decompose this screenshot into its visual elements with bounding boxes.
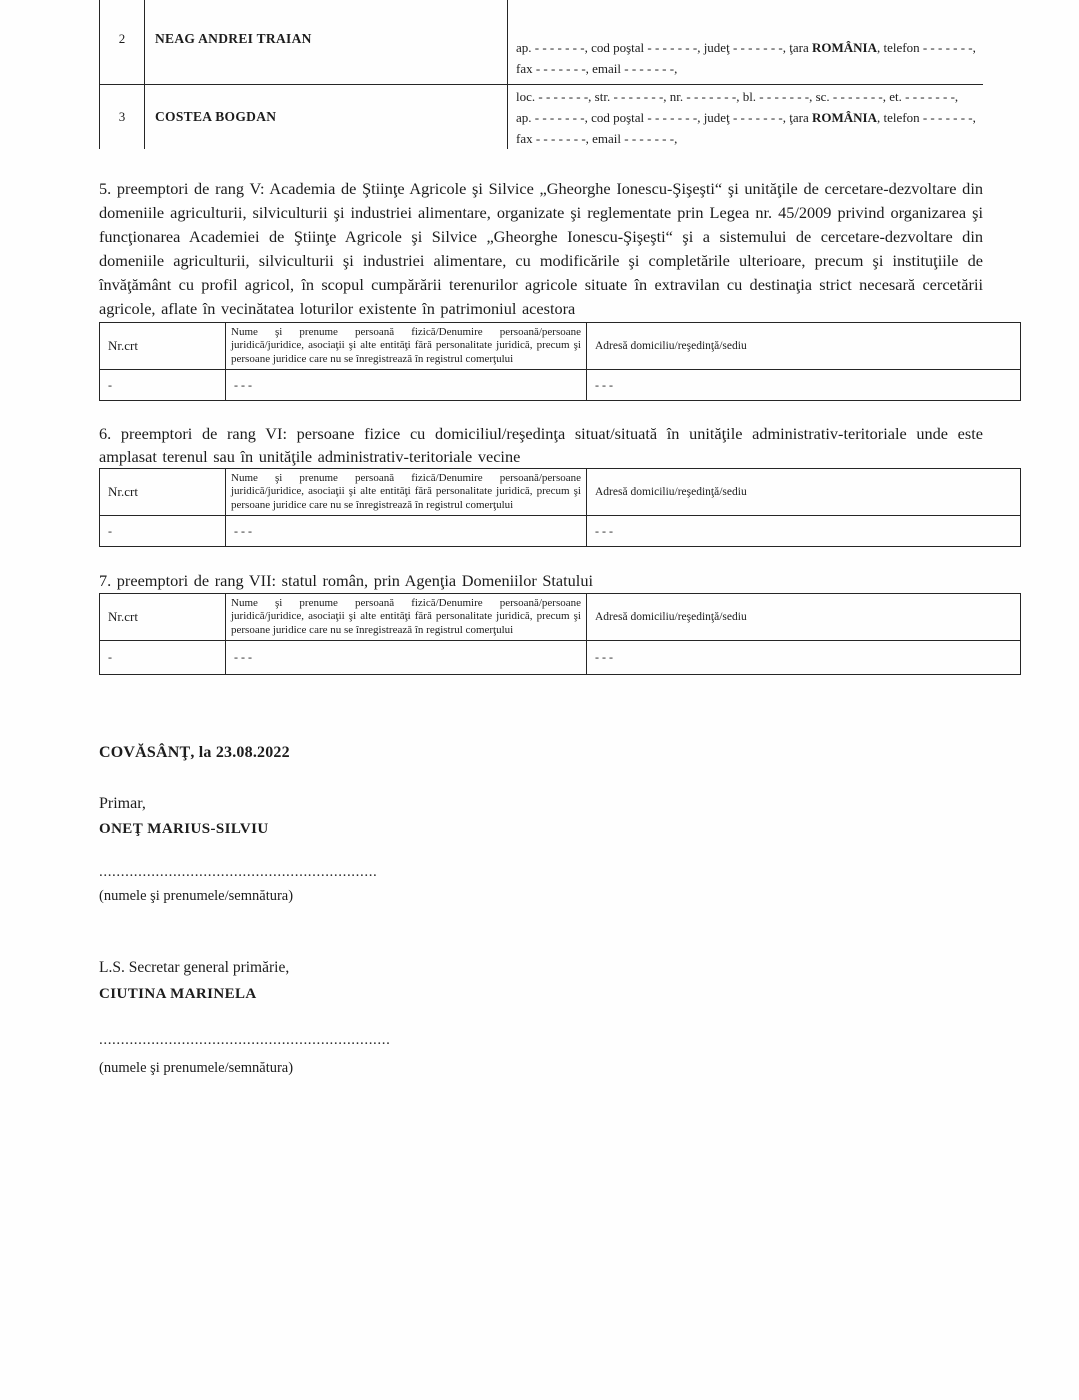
preemptors-rank-vi-table — [99, 468, 1021, 547]
address-line: fax - - - - - - -, email - - - - - - -, — [516, 130, 678, 146]
table-row — [100, 85, 984, 150]
empty-nr-cell: - — [100, 516, 226, 547]
empty-name-cell: - - - — [226, 641, 587, 675]
table-row — [100, 0, 984, 85]
address-text: ap. - - - - - - -, cod poştal - - - - - - -, judeţ - - - - - - -, ţara — [516, 40, 812, 55]
row-number-cell: 3 — [100, 85, 145, 150]
empty-name-cell: - - - — [226, 516, 587, 547]
col-header-nr: Nr.crt — [100, 594, 226, 641]
empty-address-cell: - - - — [587, 516, 1021, 547]
address-text: , telefon - - - - - - -, — [876, 40, 976, 55]
address-line — [516, 107, 983, 128]
empty-address-cell: - - - — [587, 641, 1021, 675]
preemptors-rank-vii-table — [99, 593, 1021, 675]
place-and-date: COVĂSÂNŢ, la 23.08.2022 — [99, 744, 290, 761]
address-text: ap. - - - - - - -, cod poştal - - - - - - -, judeţ - - - - - - -, ţara — [516, 109, 812, 125]
col-header-nr: Nr.crt — [100, 323, 226, 370]
paragraph-rank-v: 5. preemptori de rang V: Academia de Ştiinţe Agricole şi Silvice „Gheorghe Ionescu-Şişeşti“ şi unităţile de cercetare-dezvoltare din domeniile agriculturii, silviculturii şi industriei alimentare, organizate şi reglementate prin Legea nr. 45/2009 privind organizarea şi funcţionarea Academiei de Ştiinţe Agricole şi Silvice „Gheorghe Ionescu-Şişeşti“ şi a sistemului de cercetare-dezvoltare din domeniile agriculturii, silviculturii şi industriei alimentare, cu modificările şi completările ulterioare, precum şi instituţiile de învăţământ cu profil agricol, în scopul cumpărării terenurilor agricole situate în extravilan cu destinaţia strict necesară cercetării agricole, aflate în vecinătatea loturilor existente în patrimoniul acestora — [99, 179, 983, 318]
address-cell — [508, 0, 984, 85]
signature-note: (numele şi prenumele/semnătura) — [99, 1060, 294, 1076]
person-name-cell: COSTEA BOGDAN — [145, 85, 508, 150]
col-header-address: Adresă domiciliu/reşedinţă/sediu — [587, 323, 1021, 370]
signature-dotted-line: ................................................................ — [99, 864, 378, 880]
address-text: , telefon - - - - - - -, — [876, 109, 976, 125]
col-header-name: Nume şi prenume persoană fizică/Denumire persoană/persoane juridică/juridice, asociaţii şi alte entităţi fără personalitate juridică, precum şi persoane juridice care nu se înregistrează în registrul comerţului — [226, 323, 587, 370]
empty-nr-cell: - — [100, 370, 226, 401]
row-number-cell: 2 — [100, 0, 145, 85]
signatory-name-secretar: CIUTINA MARINELA — [99, 986, 257, 1002]
col-header-nr: Nr.crt — [100, 469, 226, 516]
address-line — [516, 37, 983, 58]
country-name: ROMÂNIA — [811, 109, 877, 125]
table-empty-row — [100, 641, 1021, 675]
country-name: ROMÂNIA — [811, 40, 877, 55]
table-header-row — [100, 594, 1021, 641]
paragraph-rank-vi: 6. preemptori de rang VI: persoane fizice cu domiciliul/reşedinţa situat/situată în unităţile administrativ-teritoriale unde este amplasat terenul sau în unităţile administrativ-teritoriale vecine — [99, 424, 983, 466]
col-header-name: Nume şi prenume persoană fizică/Denumire persoană/persoane juridică/juridice, asociaţii şi alte entităţi fără personalitate juridică, precum şi persoane juridice care nu se înregistrează în registrul comerţului — [226, 469, 587, 516]
signatory-role-primar: Primar, — [99, 795, 146, 812]
signatory-name-primar: ONEŢ MARIUS-SILVIU — [99, 821, 269, 837]
empty-name-cell: - - - — [226, 370, 587, 401]
table-empty-row — [100, 370, 1021, 401]
person-name-cell: NEAG ANDREI TRAIAN — [145, 0, 508, 85]
preemptors-rank-v-table — [99, 322, 1021, 401]
col-header-address: Adresă domiciliu/reşedinţă/sediu — [587, 594, 1021, 641]
paragraph-rank-vii: 7. preemptori de rang VII: statul român, prin Agenţia Domeniilor Statului — [99, 571, 593, 590]
col-header-name: Nume şi prenume persoană fizică/Denumire persoană/persoane juridică/juridice, asociaţii şi alte entităţi fără personalitate juridică, precum şi persoane juridice care nu se înregistrează în registrul comerţului — [226, 594, 587, 641]
continued-preemptor-table-clip — [99, 0, 983, 149]
col-header-address: Adresă domiciliu/reşedinţă/sediu — [587, 469, 1021, 516]
signatory-role-secretar: L.S. Secretar general primărie, — [99, 959, 290, 976]
continued-preemptor-table — [99, 0, 983, 149]
empty-nr-cell: - — [100, 641, 226, 675]
table-header-row — [100, 469, 1021, 516]
table-empty-row — [100, 516, 1021, 547]
signature-note: (numele şi prenumele/semnătura) — [99, 888, 294, 904]
empty-address-cell: - - - — [587, 370, 1021, 401]
address-line: loc. - - - - - - -, str. - - - - - - -, nr. - - - - - - -, bl. - - - - - - -, sc. - - - - - - -, et. - - - - - - -, — [516, 88, 959, 104]
signature-dotted-line: ................................................................... — [99, 1032, 391, 1048]
table-header-row — [100, 323, 1021, 370]
address-cell — [508, 85, 984, 150]
address-line: fax - - - - - - -, email - - - - - - -, — [516, 61, 678, 76]
